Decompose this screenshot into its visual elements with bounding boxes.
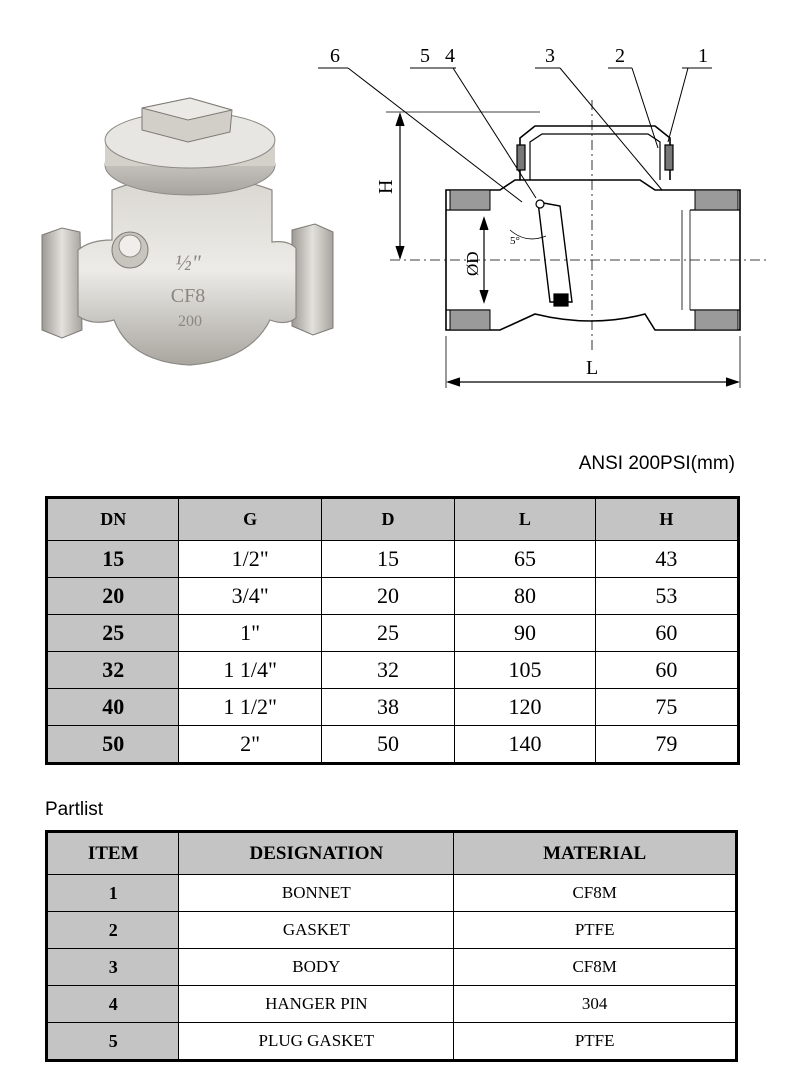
cell-dn: 15 <box>47 541 179 578</box>
table-row <box>47 578 739 615</box>
cell-h: 75 <box>595 689 738 726</box>
cell-designation: GASKET <box>179 912 454 949</box>
cell-h: 60 <box>595 652 738 689</box>
header-d: D <box>321 498 454 541</box>
cell-d: 20 <box>321 578 454 615</box>
cell-d: 15 <box>321 541 454 578</box>
photo-marking-size: ½" <box>175 250 201 275</box>
cell-g: 1 1/4" <box>179 652 321 689</box>
cell-material: PTFE <box>454 1023 737 1061</box>
cell-item: 5 <box>47 1023 179 1061</box>
dim-l-label: L <box>586 357 599 379</box>
cell-g: 1 1/2" <box>179 689 321 726</box>
dimension-table-caption: ANSI 200PSI(mm) <box>578 453 735 474</box>
parts-table <box>45 830 738 1062</box>
cell-h: 53 <box>595 578 738 615</box>
cell-item: 2 <box>47 912 179 949</box>
cell-dn: 20 <box>47 578 179 615</box>
valve-photo <box>30 80 350 380</box>
parts-table-header <box>47 832 737 875</box>
header-item: ITEM <box>47 832 179 875</box>
cell-designation: PLUG GASKET <box>179 1023 454 1061</box>
header-g: G <box>179 498 321 541</box>
cell-h: 43 <box>595 541 738 578</box>
dimension-table <box>45 496 740 765</box>
callout-3: 3 <box>545 45 555 67</box>
callout-2: 2 <box>615 45 625 67</box>
cell-l: 120 <box>455 689 595 726</box>
photo-marking-material: CF8 <box>170 285 206 307</box>
photo-marking-rating: 200 <box>178 313 202 330</box>
dimension-table-header <box>47 498 739 541</box>
callout-5: 5 <box>420 45 430 67</box>
dim-d-label: ØD <box>463 251 482 276</box>
table-row <box>47 875 737 912</box>
table-row <box>47 912 737 949</box>
callout-1: 1 <box>698 45 708 67</box>
cell-dn: 40 <box>47 689 179 726</box>
cell-l: 80 <box>455 578 595 615</box>
cell-dn: 32 <box>47 652 179 689</box>
cell-g: 3/4" <box>179 578 321 615</box>
cell-dn: 50 <box>47 726 179 764</box>
cell-material: CF8M <box>454 875 737 912</box>
cell-h: 60 <box>595 615 738 652</box>
cell-designation: BONNET <box>179 875 454 912</box>
cell-item: 4 <box>47 986 179 1023</box>
cell-designation: HANGER PIN <box>179 986 454 1023</box>
header-l: L <box>455 498 595 541</box>
cell-d: 50 <box>321 726 454 764</box>
angle-label: 5° <box>510 235 520 247</box>
header-h: H <box>595 498 738 541</box>
cell-dn: 25 <box>47 615 179 652</box>
table-row <box>47 986 737 1023</box>
cell-item: 1 <box>47 875 179 912</box>
cell-material: PTFE <box>454 912 737 949</box>
table-row <box>47 615 739 652</box>
parts-table-caption: Partlist <box>45 799 104 820</box>
cell-item: 3 <box>47 949 179 986</box>
header-material: MATERIAL <box>454 832 737 875</box>
cross-section-drawing <box>310 30 780 400</box>
cell-designation: BODY <box>179 949 454 986</box>
header-designation: DESIGNATION <box>179 832 454 875</box>
cell-d: 32 <box>321 652 454 689</box>
cell-material: 304 <box>454 986 737 1023</box>
cell-g: 1" <box>179 615 321 652</box>
cell-l: 90 <box>455 615 595 652</box>
table-row <box>47 949 737 986</box>
cell-d: 25 <box>321 615 454 652</box>
cell-material: CF8M <box>454 949 737 986</box>
table-row <box>47 652 739 689</box>
callout-numbers <box>330 45 708 67</box>
cell-l: 140 <box>455 726 595 764</box>
cell-l: 65 <box>455 541 595 578</box>
cell-g: 1/2" <box>179 541 321 578</box>
table-row <box>47 689 739 726</box>
cell-d: 38 <box>321 689 454 726</box>
table-row <box>47 1023 737 1061</box>
header-dn: DN <box>47 498 179 541</box>
cell-l: 105 <box>455 652 595 689</box>
table-row <box>47 541 739 578</box>
callout-6: 6 <box>330 45 340 67</box>
cell-g: 2" <box>179 726 321 764</box>
cell-h: 79 <box>595 726 738 764</box>
table-row <box>47 726 739 764</box>
callout-4: 4 <box>445 45 455 67</box>
dim-h-label: H <box>375 179 397 194</box>
